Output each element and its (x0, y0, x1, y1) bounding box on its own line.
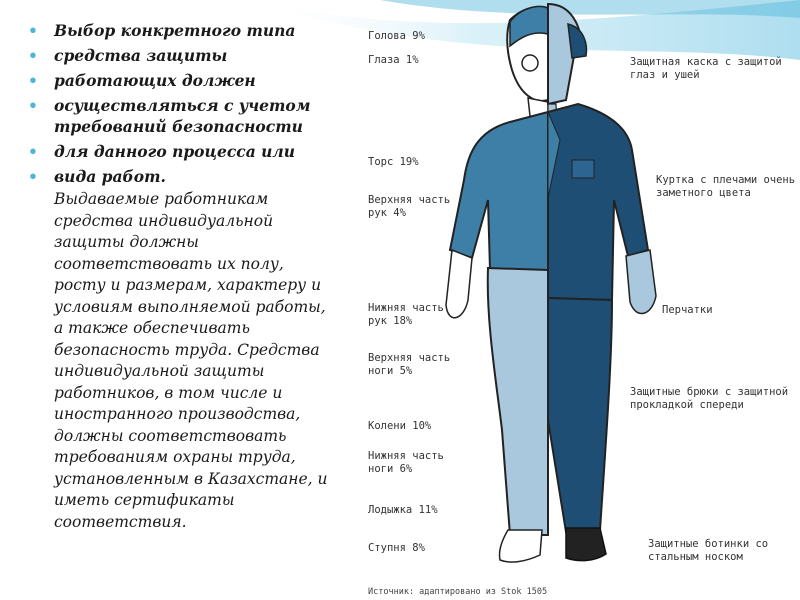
label-boots: Защитные ботинки со стальным носком (648, 538, 769, 563)
label-jacket: Куртка с плечами очень заметного цвета (656, 174, 796, 199)
label-knees: Колени 10% (368, 420, 432, 432)
body-line: условиям выполняемой работы, (54, 297, 326, 316)
bullet-dot: • (28, 71, 38, 90)
body-line: безопасность труда. Средства (54, 340, 320, 359)
label-eyes: Глаза 1% (368, 54, 419, 66)
bullet-item: • осуществляться с учетом требований безопасности (28, 96, 311, 136)
bullet-dot: • (28, 96, 38, 115)
body-paragraph (54, 189, 358, 533)
source-caption: Источник: адаптировано из Stok 1505 (368, 587, 548, 597)
label-foot: Ступня 8% (368, 542, 425, 554)
body-line: должны соответствовать (54, 426, 287, 445)
body-line: иностранного производства, (54, 405, 301, 423)
bullet-dot: • (28, 46, 38, 65)
label-torso: Торс 19% (368, 156, 419, 168)
bullet-dot: • (28, 142, 38, 161)
body-line: а также обеспечивать (54, 319, 250, 337)
body-line: иметь сертификаты (54, 491, 235, 509)
label-trousers: Защитные брюки с защитной прокладкой спереди (630, 386, 789, 411)
bullet-item: • работающих должен (28, 71, 256, 90)
bullet-dot: • (28, 167, 38, 186)
body-line: средства индивидуальной (54, 211, 274, 230)
bullet-item: • средства защиты (28, 46, 228, 65)
body-line: соответствия. (54, 512, 187, 531)
body-line: индивидуальной защиты (54, 362, 265, 380)
casual-side (446, 7, 548, 563)
bullet-dot: • (28, 21, 38, 40)
body-line: защиты должны (54, 233, 199, 251)
bullet-item: • для данного процесса или (28, 142, 296, 161)
body-line: росту и размерам, характеру и (54, 276, 322, 294)
body-line: соответствовать их полу, (54, 254, 284, 273)
workwear-side (548, 4, 656, 561)
body-line: требованиям охраны труда, (54, 448, 296, 466)
bullet-list (28, 20, 358, 537)
label-upper-arm: Верхняя часть рук 4% (368, 194, 451, 219)
body-line: Выдаваемые работникам (54, 190, 269, 208)
bullet-item: • Выбор конкретного типа (28, 21, 296, 40)
label-lower-arm: Нижняя часть рук 18% (368, 302, 444, 327)
label-head: Голова 9% (368, 30, 425, 42)
body-line: установленным в Казахстане, и (54, 469, 328, 488)
label-upper-leg: Верхняя часть ноги 5% (368, 352, 451, 377)
label-gloves: Перчатки (662, 304, 713, 316)
bullet-item: • вида работ. Выдаваемые работникам средства индивидуальной защиты должны соответствовать их полу, росту и размерам, характеру и условиям выполняемой работы, а также обеспечивать безопасность труда. Средства индивидуальной защиты работников, в том числе и иностранного производства, должны соответствовать требованиям охраны труда, установленным в Казахстане, и иметь сертификаты соответствия. (28, 166, 358, 533)
label-lower-leg: Нижняя часть ноги 6% (368, 450, 444, 475)
body-line: работников, в том числе и (54, 383, 283, 402)
label-helmet: Защитная каска с защитой глаз и ушей (630, 56, 782, 81)
label-ankle: Лодыжка 11% (368, 504, 438, 516)
